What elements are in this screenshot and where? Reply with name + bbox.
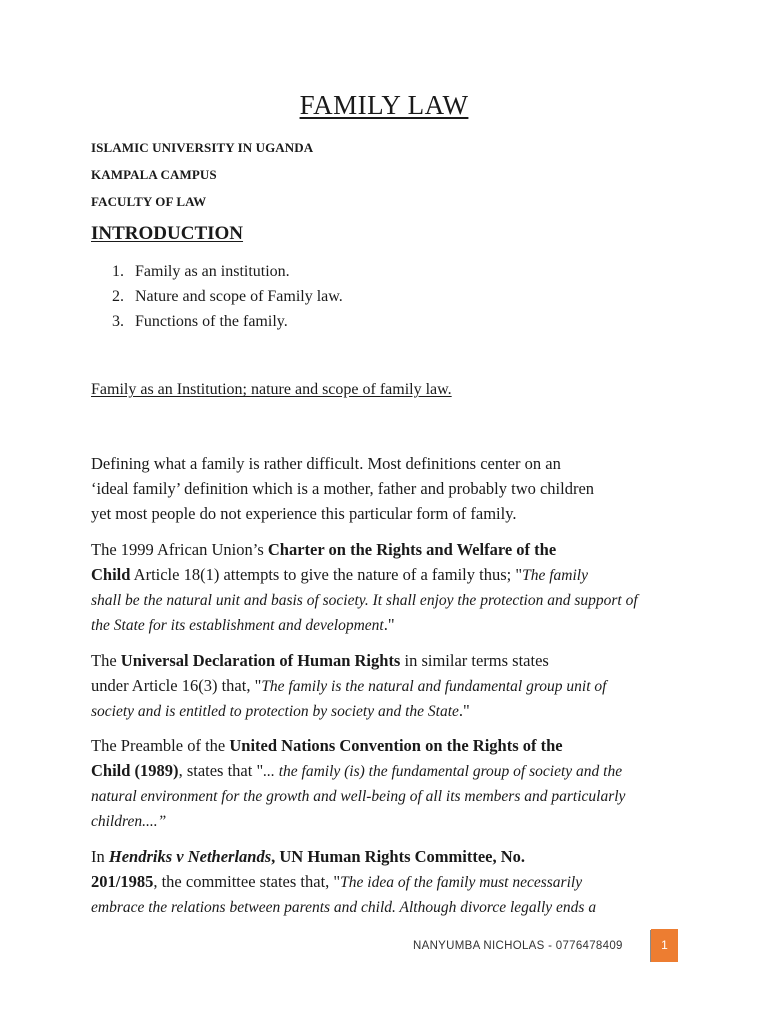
paragraph-line: [91, 844, 691, 869]
paragraph-line: [91, 733, 691, 758]
quotation: society and is entitled to protection by society and the State: [91, 703, 459, 720]
faculty-name: FACULTY OF LAW: [91, 194, 207, 209]
text-run: .": [383, 615, 395, 634]
text-run: , the committee states that, ": [153, 872, 341, 891]
text-run: under Article 16(3) that, ": [91, 676, 262, 695]
list-item-text: Nature and scope of Family law.: [135, 288, 343, 305]
convention-name: United Nations Convention on the Rights of the: [229, 736, 563, 755]
list-item-number: 3.: [112, 313, 124, 330]
paragraph-line: [91, 698, 691, 723]
paragraph-line: [91, 808, 691, 833]
introduction-list: [112, 259, 343, 334]
text-run: in similar terms states: [400, 651, 549, 670]
paragraph-line: [91, 673, 691, 698]
quotation: The family is the natural and fundamental group unit of: [261, 678, 607, 695]
quotation: shall be the natural unit and basis of society. It shall enjoy the protection and support of: [91, 592, 638, 609]
paragraph-african-charter: [91, 537, 691, 637]
committee-name: , UN Human Rights Committee, No.: [271, 847, 526, 866]
paragraph-line: [91, 612, 691, 637]
quotation: the State for its establishment and development: [91, 617, 384, 634]
quotation: natural environment for the growth and well-being of all its members and particularly: [91, 788, 626, 805]
list-item: [112, 284, 343, 309]
university-name: ISLAMIC UNIVERSITY IN UGANDA: [91, 140, 314, 155]
paragraph-line: [91, 648, 691, 673]
paragraph-line: [91, 537, 691, 562]
quotation: ... the family (is) the fundamental group of society and the: [263, 763, 623, 780]
paragraph-line: [91, 587, 691, 612]
charter-name: Child: [91, 565, 131, 584]
paragraph-udhr: [91, 648, 691, 723]
text-run: The: [91, 651, 121, 670]
footer-author: NANYUMBA NICHOLAS - 0776478409: [413, 940, 623, 952]
paragraph-line: ‘ideal family’ definition which is a mother, father and probably two children: [91, 479, 595, 498]
text-run: The 1999 African Union’s: [91, 540, 268, 559]
text-run: , states that ": [178, 761, 264, 780]
campus-name: KAMPALA CAMPUS: [91, 167, 217, 182]
paragraph-line: [91, 894, 691, 919]
quotation: children....”: [91, 813, 167, 830]
paragraph-line: [91, 869, 691, 894]
introduction-heading: INTRODUCTION: [91, 223, 244, 244]
list-item: [112, 309, 343, 334]
quotation: The family: [522, 567, 588, 584]
paragraph-line: [91, 562, 691, 587]
paragraph-line: yet most people do not experience this particular form of family.: [91, 504, 517, 523]
charter-name: Charter on the Rights and Welfare of the: [267, 540, 557, 559]
text-run: .": [458, 701, 470, 720]
list-item: [112, 259, 343, 284]
section-heading: Family as an Institution; nature and scope of family law.: [91, 381, 452, 398]
document-title: FAMILY LAW: [299, 90, 469, 120]
convention-name: Child (1989): [91, 761, 179, 780]
paragraph-line: [91, 758, 691, 783]
list-item-number: 1.: [112, 263, 124, 280]
case-name: Hendriks v Netherlands: [108, 847, 272, 866]
list-item-number: 2.: [112, 288, 124, 305]
quotation: The idea of the family must necessarily: [340, 874, 583, 891]
list-item-text: Functions of the family.: [135, 313, 288, 330]
text-run: Article 18(1) attempts to give the nature of a family thus; ": [130, 565, 523, 584]
list-item-text: Family as an institution.: [135, 263, 290, 280]
paragraph-definition: [91, 451, 691, 526]
declaration-name: Universal Declaration of Human Rights: [120, 651, 401, 670]
paragraph-line: Defining what a family is rather difficult. Most definitions center on an: [91, 454, 561, 473]
quotation: embrace the relations between parents and child. Although divorce legally ends a: [91, 899, 597, 916]
text-run: In: [91, 847, 109, 866]
text-run: The Preamble of the: [91, 736, 230, 755]
paragraph-uncrc: [91, 733, 691, 833]
page-number-badge: 1: [651, 929, 678, 962]
case-number: 201/1985: [91, 872, 154, 891]
paragraph-hendriks: [91, 844, 691, 919]
paragraph-line: [91, 783, 691, 808]
